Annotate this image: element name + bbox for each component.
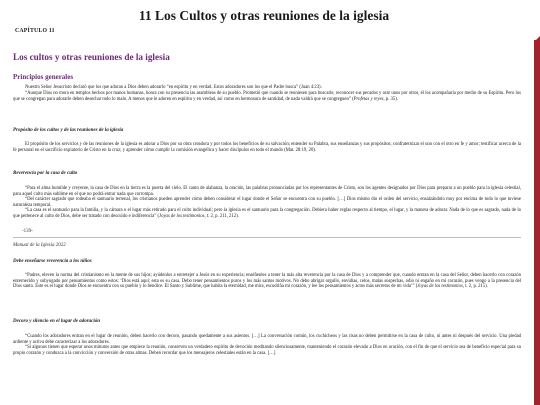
subheading-purpose: Propósito de los cultos y de las reuniones de la iglesia bbox=[13, 128, 124, 133]
subheading-reverence: Reverencia por la casa de culto bbox=[13, 171, 78, 176]
paragraph-3: El propósito de los servicios y de las reuniones de la iglesia es adorar a Dios por su obra creadora y por todos los beneficios de su salvación; entender su Palabra, sus enseñanzas y sus propósitos; confraternizar el uno con el otro en fe y amor; testificar acerca de la fe personal en el sacrificio expiatorio de Cristo en la cruz; y aprender cómo cumplir la comisión evangélica y hacer discípulos en todo el mundo (Mat. 28:19, 20). bbox=[13, 142, 521, 153]
paragraph-6-text: “La casa es el santuario para la familia, y la cámara o el lugar más retirado para el culto individual; pero la iglesia es el santuario para la congregación. Debiera haber reglas respecto al tiempo, el lugar, y la manera de adorar. Nada de lo que es sagrado, nada de lo que pertenece al culto de Dios, debe ser tratado con descuido e indiferencia” ( bbox=[13, 208, 521, 219]
paragraph-2-tail: , p. 35). bbox=[383, 96, 398, 102]
page-divider bbox=[13, 237, 521, 238]
page-number: -139- bbox=[22, 229, 33, 234]
paragraph-6 bbox=[13, 208, 521, 219]
paragraph-7-text: “Padres, eleven la norma del cristianismo en la mente de sus hijos; ayúdenlos a entretejer a Jesús en su experiencia; enséñenles a tener la más alta reverencia por la casa de Dios y a comprender que, cuando entran en la casa del Señor, deben hacerlo con corazón enternecido y subyugado por pensamientos como estos: ‘Dios está aquí; esta es su casa. Debo tener pensamientos puros y los más santos motivos. No debo abrigar orgullo, envidias, celos, malas sospechas, odio ni engaño en mi corazón, pues vengo a la presencia del Dios santo. Este es el lugar donde Dios se encuentra con su pueblo y lo bendice. El Santo y Sublime, que habita la eternidad, me mira, escudriña mi corazón, y lee los pensamientos y actos más secretos de mi vida’” ( bbox=[13, 273, 521, 290]
subsection-heading: Principios generales bbox=[13, 73, 74, 81]
paragraph-5: “Del carácter sagrado que rodeaba el santuario terrenal, los cristianos pueden aprender cómo deben considerar el lugar donde el Señor se encuentra con su pueblo. […] Dios mismo dio el orden del servicio, ensalzándolo muy por encima de todo lo que tuviese naturaleza temporal. bbox=[13, 197, 521, 208]
paragraph-6-source: Joyas de los testimonios bbox=[159, 213, 205, 219]
subheading-children: Debe enseñarse reverencia a los niños bbox=[13, 259, 92, 264]
paragraph-2 bbox=[13, 91, 521, 102]
paragraph-7-tail: , t. 2, p. 215). bbox=[462, 284, 488, 290]
paragraph-2-text: “Aunque Dios no mora en templos hechos por manos humanas, honra con su presencia las asambleas de su pueblo. Prometió que cuando se reuniesen para buscarle, reconocer sus pecados y orar unos por otros, él los acompañaría por medio de su Espíritu. Pero los que se congregan para adorarle deben desechar todo lo malo. A menos que le adoren en espíritu y en verdad, así como en hermosura de santidad, de nada valdrá que se congreguen” ( bbox=[13, 91, 521, 102]
paragraph-7 bbox=[13, 273, 521, 290]
section-heading: Los cultos y otras reuniones de la iglesia bbox=[13, 52, 170, 62]
paragraph-2-source: Profetas y reyes bbox=[353, 96, 384, 102]
paragraph-6-tail: , t. 2, p. 211, 212). bbox=[204, 213, 239, 219]
paragraph-4: “Para el alma humilde y creyente, la casa de Dios en la tierra es la puerta del cielo. El canto de alabanza, la oración, las palabras pronunciadas por los representantes de Cristo, son los agentes designados por Dios para preparar a un pueblo para la iglesia celestial, para aquel culto más sublime en el que no podrá entrar nada que corrompa. bbox=[13, 186, 521, 197]
paragraph-1: Nuestro Señor Jesucristo declaró que los que adoran a Dios deben adorarlo “en espíritu y en verdad. Estos adoradores son los que el Padre busca” (Juan 4:23). bbox=[25, 85, 322, 90]
paragraph-7-source: Joyas de los testimonios bbox=[417, 284, 463, 290]
paragraph-9: “Si algunos tienen que esperar unos minutos antes que empiece la reunión, conserven un verdadero espíritu de devoción meditando silenciosamente, manteniendo el corazón elevado a Dios en oración, con el fin de que el servicio sea de beneficio especial para su propio corazón y conduzca a la convicción y conversión de otras almas. Deben recordar que los mensajeros celestiales están en la casa. […] bbox=[13, 345, 521, 356]
bookmark-edge bbox=[534, 40, 540, 405]
chapter-title: 11 Los Cultos y otras reuniones de la iglesia bbox=[138, 8, 390, 23]
subheading-decorum: Decoro y silencio en el lugar de adoración bbox=[13, 319, 101, 324]
chapter-label: CAPÍTULO 11 bbox=[15, 28, 55, 34]
paragraph-8: “Cuando los adoradores entran en el lugar de reunión, deben hacerlo con decoro, pasando quedamente a sus asientos. […] La conversación común, los cuchicheos y las risas no deben permitirse en la casa de culto, ni antes ni después del servicio. Una piedad ardiente y activa debe caracterizar a los adoradores. bbox=[13, 334, 521, 345]
manual-label: Manual de la Iglesia 2022 bbox=[13, 243, 66, 248]
